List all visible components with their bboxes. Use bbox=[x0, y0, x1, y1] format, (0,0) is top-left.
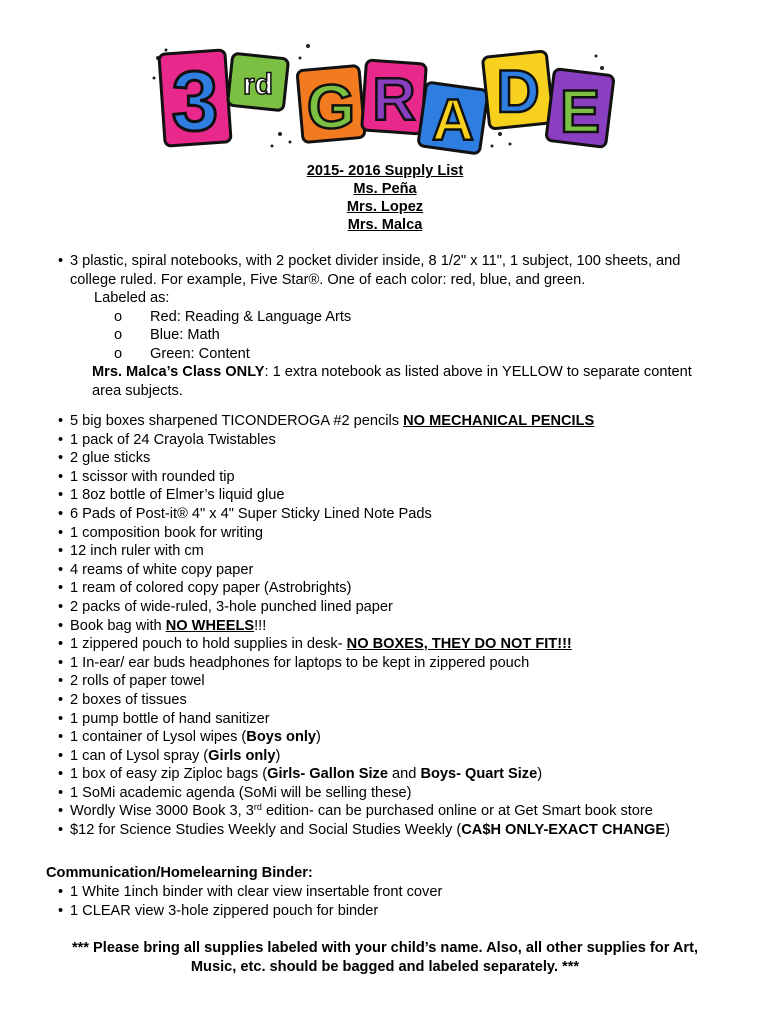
list-item bbox=[58, 561, 738, 580]
supply-list-title: 2015- 2016 Supply List bbox=[306, 163, 464, 179]
list-item bbox=[58, 710, 738, 729]
item-text: 6 Pads of Post-it® 4" x 4" Super Sticky Lined Note Pads bbox=[70, 505, 432, 522]
logo-3-text: 3 bbox=[171, 54, 219, 148]
sub-bullet: o bbox=[114, 308, 123, 325]
item-text: and bbox=[387, 766, 421, 783]
list-item bbox=[58, 524, 738, 543]
list-item bbox=[58, 579, 738, 598]
malca-note-text: : 1 extra notebook as listed above in YELLOW to separate content area subjects. bbox=[92, 364, 692, 399]
list-item bbox=[58, 821, 738, 840]
item-text: 2 boxes of tissues bbox=[70, 691, 187, 708]
label-green bbox=[92, 345, 732, 364]
binder-list bbox=[58, 883, 738, 920]
item-text: !!! bbox=[254, 617, 267, 634]
list-item bbox=[58, 486, 738, 505]
third-grade-logo bbox=[150, 38, 620, 158]
item-text: 1 composition book for writing bbox=[70, 524, 264, 541]
malca-note bbox=[92, 363, 722, 400]
item-warning: NO BOXES, THEY DO NOT FIT!!! bbox=[346, 636, 572, 653]
logo-letter-d: D bbox=[496, 58, 540, 125]
item-text: $12 for Science Studies Weekly and Social Studies Weekly ( bbox=[70, 822, 462, 839]
item-text: 2 rolls of paper towel bbox=[70, 673, 205, 690]
notebooks-list bbox=[58, 252, 730, 289]
item-text: ) bbox=[537, 766, 543, 783]
notebooks-item bbox=[58, 252, 730, 289]
item-text: 4 reams of white copy paper bbox=[70, 561, 254, 578]
logo-letter-g: G bbox=[306, 73, 356, 142]
item-text: ) bbox=[316, 729, 321, 746]
item-bold: Girls only bbox=[208, 747, 276, 764]
item-text: Wordly Wise 3000 Book 3, 3 bbox=[70, 803, 254, 820]
list-item bbox=[58, 902, 738, 921]
notebooks-labels bbox=[92, 289, 732, 401]
list-item bbox=[58, 468, 738, 487]
item-text: Book bag with bbox=[70, 617, 166, 634]
label-red bbox=[92, 308, 732, 327]
item-text: 1 pump bottle of hand sanitizer bbox=[70, 710, 270, 727]
item-text: 2 glue sticks bbox=[70, 450, 151, 467]
item-text: 1 pack of 24 Crayola Twistables bbox=[70, 431, 276, 448]
logo-letter-e: E bbox=[559, 78, 601, 145]
item-text: 12 inch ruler with cm bbox=[70, 543, 204, 560]
list-item bbox=[58, 412, 738, 431]
footer-note-line2: Music, etc. should be bagged and labeled separately. *** bbox=[190, 959, 580, 975]
item-text: 1 container of Lysol wipes ( bbox=[70, 729, 247, 746]
sub-bullet: o bbox=[114, 327, 123, 344]
logo-rd-text: rd bbox=[243, 68, 273, 101]
list-item bbox=[58, 728, 738, 747]
labeled-as: Labeled as: bbox=[94, 290, 170, 306]
item-bold: Girls- Gallon Size bbox=[267, 766, 388, 783]
label-green-text: Green: Content bbox=[150, 345, 250, 362]
item-bold: CA$H ONLY-EXACT CHANGE bbox=[461, 822, 666, 839]
malca-note-bold: Mrs. Malca’s Class ONLY bbox=[92, 364, 265, 381]
supply-list bbox=[58, 412, 738, 840]
footer-note-line1: *** Please bring all supplies labeled with your child’s name. Also, all other supplies for Art, bbox=[71, 940, 699, 956]
item-warning: NO MECHANICAL PENCILS bbox=[403, 413, 595, 429]
item-text: 1 8oz bottle of Elmer’s liquid glue bbox=[70, 487, 285, 504]
item-text: 1 zippered pouch to hold supplies in desk- bbox=[70, 636, 347, 653]
item-warning: NO WHEELS bbox=[165, 617, 255, 634]
list-item bbox=[58, 784, 738, 803]
item-text: 1 In-ear/ ear buds headphones for laptops to be kept in zippered pouch bbox=[70, 654, 530, 671]
list-item bbox=[58, 449, 738, 468]
list-item bbox=[58, 747, 738, 766]
teacher-malca: Mrs. Malca bbox=[347, 217, 423, 233]
item-text: 1 CLEAR view 3-hole zippered pouch for binder bbox=[70, 902, 379, 919]
item-text: 1 can of Lysol spray ( bbox=[70, 747, 209, 764]
teacher-lopez: Mrs. Lopez bbox=[346, 199, 424, 215]
notebooks-text: 3 plastic, spiral notebooks, with 2 pocket divider inside, 8 1/2" x 11", 1 subject, 100 sheets, and college ruled. For example, Five Star®. One of each color: red, blue, and green. bbox=[70, 253, 681, 288]
item-text: 1 SoMi academic agenda (SoMi will be selling these) bbox=[70, 784, 412, 801]
item-text: 1 box of easy zip Ziploc bags ( bbox=[70, 766, 268, 783]
logo-letter-a: A bbox=[432, 88, 474, 153]
item-text: 5 big boxes sharpened TICONDEROGA #2 pencils bbox=[70, 413, 404, 429]
list-item bbox=[58, 505, 738, 524]
item-text: ) bbox=[665, 822, 670, 839]
item-text: edition- can be purchased online or at Get Smart book store bbox=[261, 803, 653, 820]
list-item bbox=[58, 765, 738, 784]
binder-title: Communication/Homelearning Binder: bbox=[46, 865, 313, 881]
list-item bbox=[58, 542, 738, 561]
item-text: 1 scissor with rounded tip bbox=[70, 468, 235, 485]
teacher-pena: Ms. Peña bbox=[353, 181, 417, 197]
list-item bbox=[58, 691, 738, 710]
list-item bbox=[58, 883, 738, 902]
list-item bbox=[58, 598, 738, 617]
item-bold: Boys only bbox=[246, 729, 317, 746]
item-text: 1 ream of colored copy paper (Astrobrights) bbox=[70, 580, 352, 597]
list-item bbox=[58, 617, 738, 636]
list-item bbox=[58, 431, 738, 450]
item-text: 2 packs of wide-ruled, 3-hole punched lined paper bbox=[70, 598, 393, 615]
list-item bbox=[58, 802, 738, 821]
item-text: ) bbox=[275, 747, 281, 764]
item-superscript: rd bbox=[253, 802, 262, 813]
logo-letter-r: R bbox=[372, 66, 416, 133]
label-blue-text: Blue: Math bbox=[150, 327, 220, 344]
item-bold: Boys- Quart Size bbox=[420, 766, 538, 783]
list-item bbox=[58, 635, 738, 654]
sub-bullet: o bbox=[114, 345, 123, 362]
item-text: 1 White 1inch binder with clear view insertable front cover bbox=[70, 884, 443, 900]
list-item bbox=[58, 672, 738, 691]
label-blue bbox=[92, 326, 732, 345]
label-red-text: Red: Reading & Language Arts bbox=[150, 308, 352, 325]
list-item bbox=[58, 654, 738, 673]
